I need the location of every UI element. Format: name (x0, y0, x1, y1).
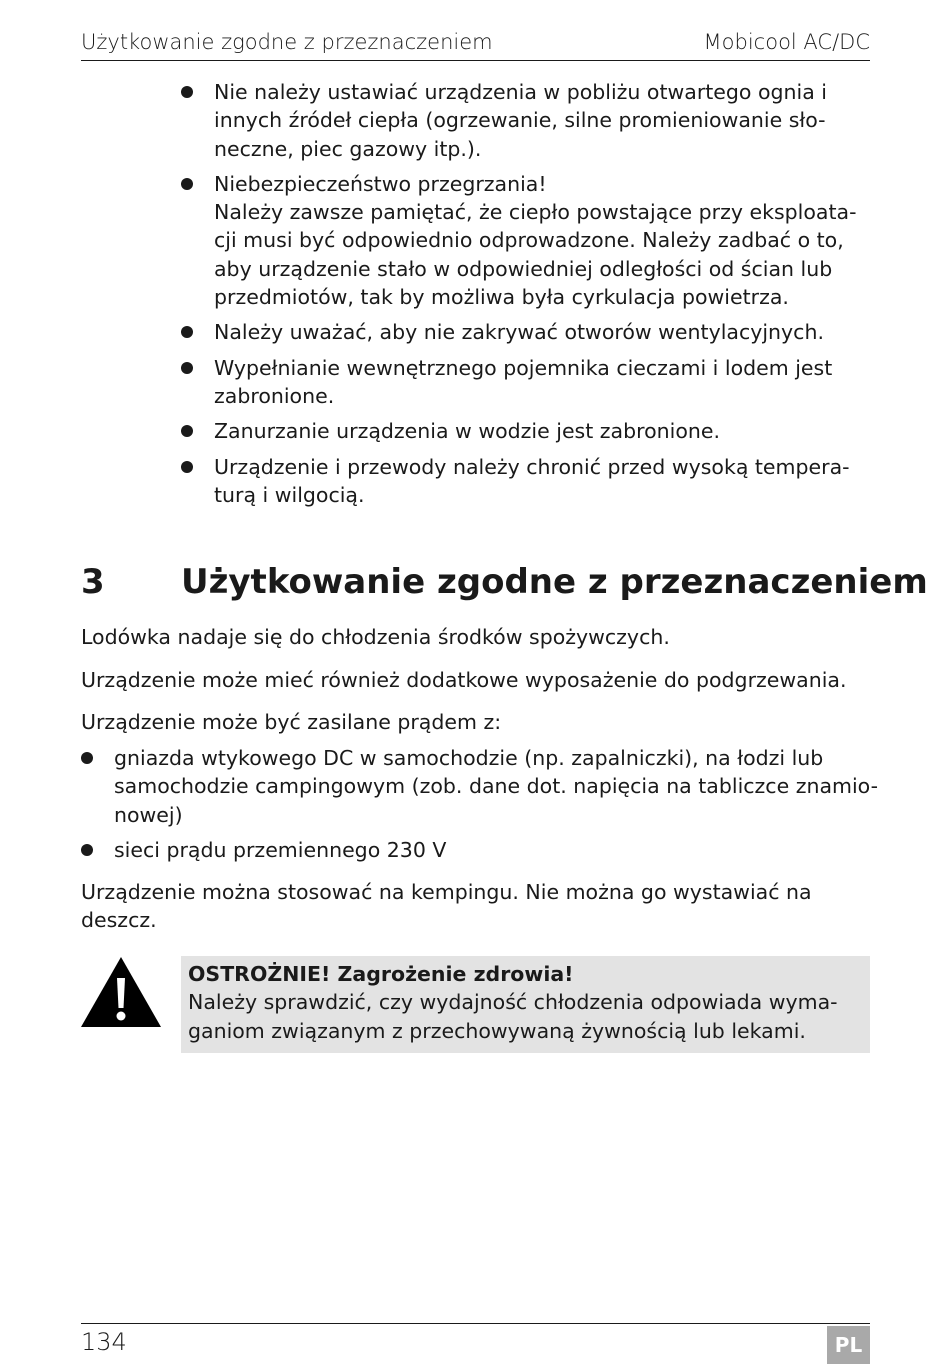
bullet-icon (181, 425, 193, 437)
bullet-icon (181, 326, 193, 338)
list-item: Wypełnianie wewnętrznego pojemnika cieczami i lodem jest zabronione. (181, 354, 870, 411)
power-source-list (81, 744, 878, 871)
running-header (81, 28, 870, 61)
paragraph: Urządzenie można stosować na kempingu. Nie można go wystawiać na deszcz. (81, 880, 812, 933)
section-number: 3 (81, 562, 105, 602)
list-item: Nie należy ustawiać urządzenia w pobliżu otwartego ognia i innych źródeł ciepła (ogrzewanie, silne promieniowanie sło- neczne, piec gazowy itp.). (181, 78, 870, 163)
list-item: Zanurzanie urządzenia w wodzie jest zabronione. (181, 417, 870, 445)
bullet-icon (181, 461, 193, 473)
section-title: Użytkowanie zgodne z przeznaczeniem (181, 562, 928, 602)
list-item: Niebezpieczeństwo przegrzania! Należy zawsze pamiętać, że ciepło powstające przy eksploata- cji musi być odpowiednio odprowadzone. Należy zadbać o to, aby urządzenie stało w odpowiedniej odległości od ścian lub przedmiotów, tak by możliwa była cyrkulacja powietrza. (181, 170, 870, 311)
paragraph: Lodówka nadaje się do chłodzenia środków spożywczych. (81, 625, 670, 649)
warning-triangle-icon (80, 956, 162, 1028)
bullet-icon (181, 178, 193, 190)
bullet-icon (81, 844, 93, 856)
list-item: sieci prądu przemiennego 230 V (81, 836, 870, 864)
safety-bullet-list (181, 78, 870, 516)
list-item: Urządzenie i przewody należy chronić przed wysoką tempera- turą i wilgocią. (181, 453, 870, 510)
bullet-icon (181, 86, 193, 98)
bullet-icon (181, 362, 193, 374)
list-item: gniazda wtykowego DC w samochodzie (np. zapalniczki), na łodzi lub samochodzie campingowym (zob. dane dot. napięcia na tabliczce znamio- nowej) (81, 744, 870, 829)
header-chapter-title: Użytkowanie zgodne z przeznaczeniem (81, 30, 493, 54)
language-badge: PL (827, 1326, 870, 1364)
warning-title: OSTROŻNIE! Zagrożenie zdrowia! (188, 962, 574, 986)
header-product-name: Mobicool AC/DC (703, 30, 870, 54)
warning-text: ganiom związanym z przechowywaną żywnością lub lekami. (188, 1018, 806, 1043)
paragraph: Urządzenie może mieć również dodatkowe wyposażenie do podgrzewania. (81, 668, 847, 692)
warning-text: Należy sprawdzić, czy wydajność chłodzenia odpowiada wyma- (188, 990, 838, 1015)
paragraph: Urządzenie może być zasilane prądem z: (81, 710, 502, 734)
page-number: 134 (81, 1328, 127, 1356)
footer-divider (81, 1323, 870, 1324)
list-item: Należy uważać, aby nie zakrywać otworów wentylacyjnych. (181, 318, 870, 346)
warning-box (181, 956, 870, 1053)
bullet-icon (81, 752, 93, 764)
